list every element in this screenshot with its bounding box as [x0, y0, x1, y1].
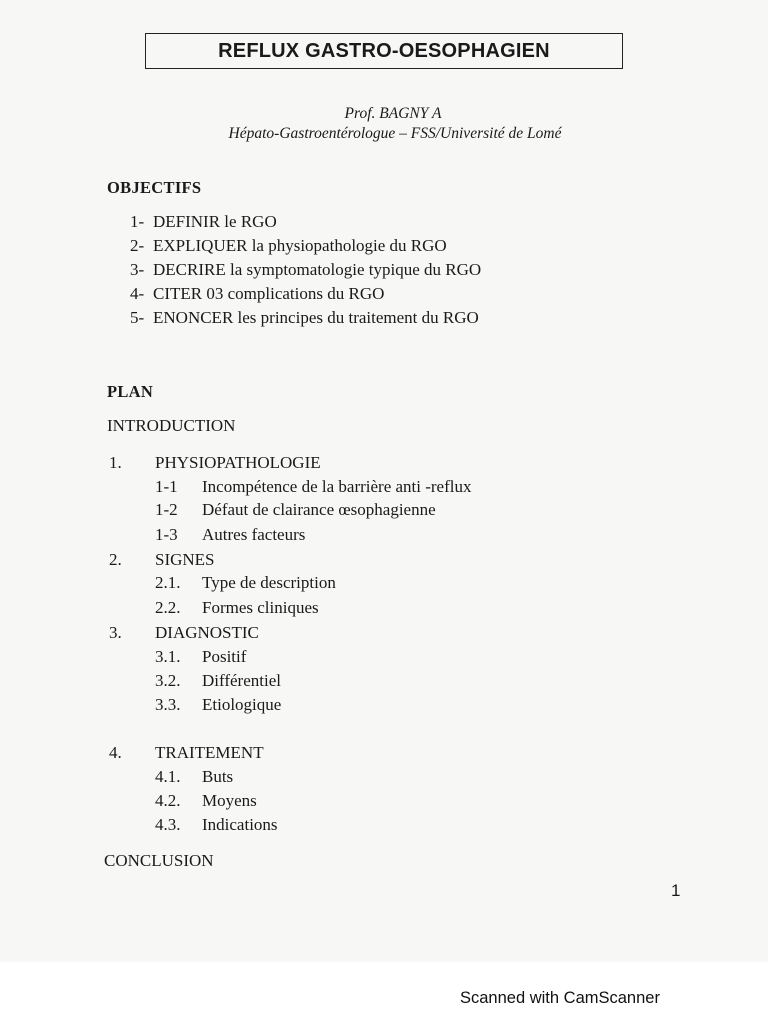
objectif-number: 4- — [130, 284, 145, 303]
subsection-text: Etiologique — [202, 695, 282, 714]
subsection-text: Positif — [202, 647, 247, 666]
author-affiliation: Hépato-Gastroentérologue – FSS/Université de Lomé — [228, 125, 562, 142]
subsection-text: Autres facteurs — [202, 525, 306, 544]
page-number: 1 — [671, 881, 681, 900]
objectif-number: 5- — [130, 308, 145, 327]
objectif-text: CITER 03 complications du RGO — [153, 284, 385, 303]
objectif-text: DECRIRE la symptomatologie typique du RGO — [153, 260, 482, 279]
section-number: 3. — [109, 623, 122, 642]
objectif-text: DEFINIR le RGO — [153, 212, 277, 231]
subsection-text: Formes cliniques — [202, 598, 319, 617]
subsection-number: 4.1. — [155, 767, 181, 786]
subsection-number: 3.2. — [155, 671, 181, 690]
section-title: PHYSIOPATHOLOGIE — [155, 453, 321, 472]
subsection-text: Défaut de clairance œsophagienne — [202, 500, 436, 519]
subsection-number: 1-3 — [155, 525, 178, 544]
section-title: SIGNES — [155, 550, 215, 569]
author-name: Prof. BAGNY A — [344, 105, 442, 122]
title-box — [145, 33, 623, 69]
subsection-text: Incompétence de la barrière anti -reflux — [202, 477, 472, 496]
objectifs-heading: OBJECTIFS — [107, 178, 202, 197]
plan-conclusion: CONCLUSION — [104, 851, 214, 870]
objectif-number: 1- — [130, 212, 145, 231]
subsection-text: Moyens — [202, 791, 257, 810]
scanner-watermark: Scanned with CamScanner — [460, 989, 660, 1007]
subsection-text: Différentiel — [202, 671, 281, 690]
section-title: DIAGNOSTIC — [155, 623, 259, 642]
section-number: 2. — [109, 550, 122, 569]
objectif-number: 3- — [130, 260, 145, 279]
objectif-text: ENONCER les principes du traitement du RGO — [153, 308, 479, 327]
subsection-number: 2.2. — [155, 598, 181, 617]
subsection-number: 3.1. — [155, 647, 181, 666]
subsection-text: Buts — [202, 767, 234, 786]
subsection-number: 3.3. — [155, 695, 181, 714]
objectif-text: EXPLIQUER la physiopathologie du RGO — [153, 236, 447, 255]
plan-introduction: INTRODUCTION — [107, 416, 236, 435]
objectif-number: 2- — [130, 236, 145, 255]
document-title: REFLUX GASTRO-OESOPHAGIEN — [218, 40, 550, 62]
section-title: TRAITEMENT — [155, 743, 264, 762]
section-number: 1. — [109, 453, 122, 472]
section-number: 4. — [109, 743, 122, 762]
subsection-text: Indications — [202, 815, 278, 834]
subsection-number: 1-1 — [155, 477, 178, 496]
subsection-number: 1-2 — [155, 500, 178, 519]
subsection-text: Type de description — [202, 573, 336, 592]
plan-heading: PLAN — [107, 382, 154, 401]
subsection-number: 2.1. — [155, 573, 181, 592]
subsection-number: 4.2. — [155, 791, 181, 810]
subsection-number: 4.3. — [155, 815, 181, 834]
